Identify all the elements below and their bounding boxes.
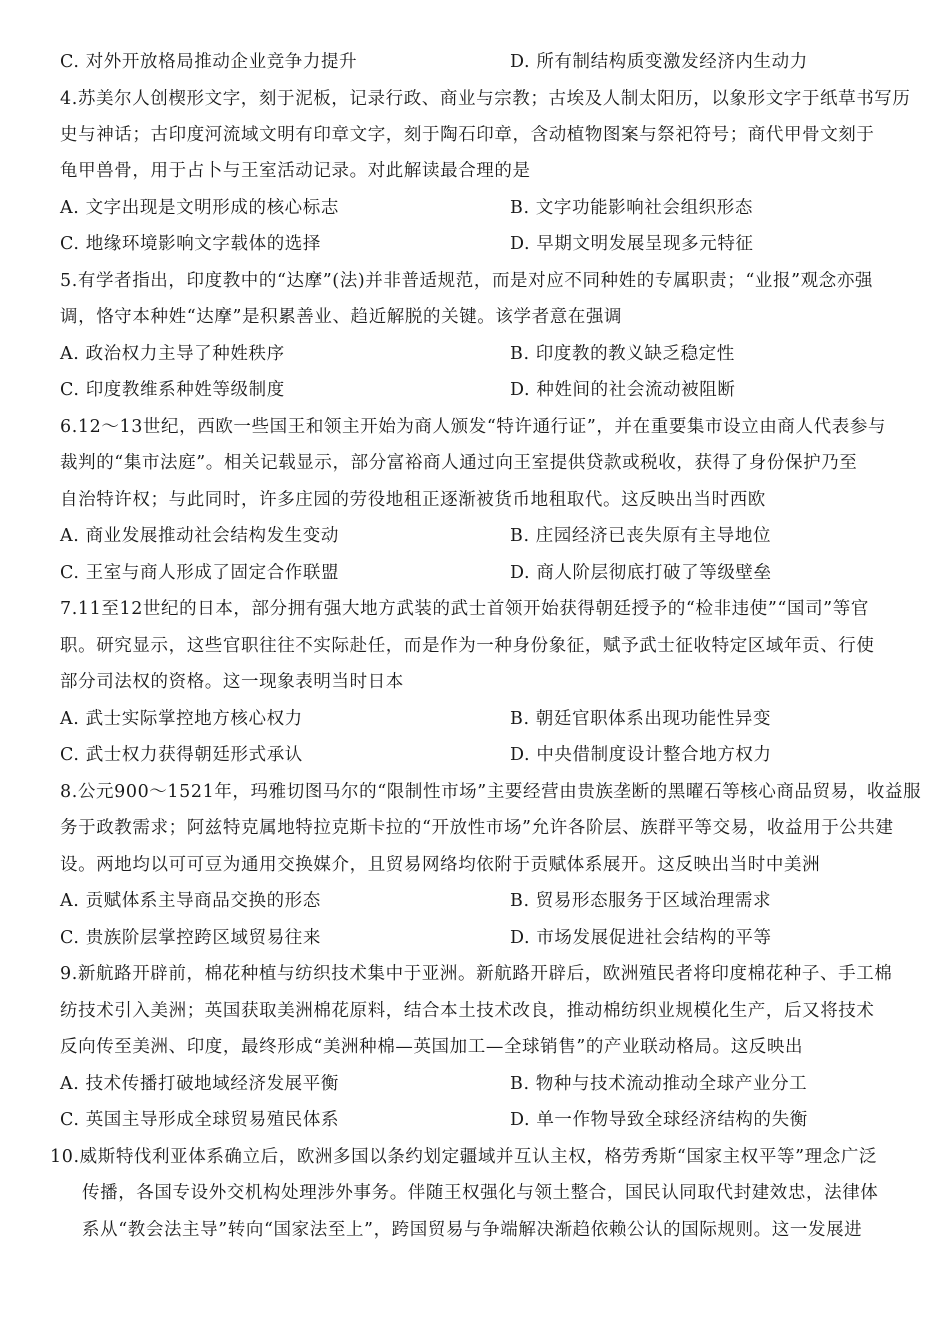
q5-option-a: A. 政治权力主导了种姓秩序	[60, 344, 285, 364]
q4-option-b: B. 文字功能影响社会组织形态	[510, 198, 753, 218]
q7-stem-line-2: 职。研究显示，这些官职往往不实际赴任，而是作为一种身份象征，赋予武士征收特定区域年贡、行使	[60, 636, 875, 656]
q5-stem-line-2: 调，恪守本种姓“达摩”是积累善业、趋近解脱的关键。该学者意在强调	[60, 307, 623, 327]
q6-option-a: A. 商业发展推动社会结构发生变动	[60, 526, 339, 546]
q4-stem-line-1: 4.苏美尔人创楔形文字，刻于泥板，记录行政、商业与宗教；古埃及人制太阳历，以象形文字于纸草书写历	[60, 89, 911, 109]
q9-stem-line-1: 9.新航路开辟前，棉花种植与纺织技术集中于亚洲。新航路开辟后，欧洲殖民者将印度棉花种子、手工棉	[60, 964, 893, 984]
q8-option-c: C. 贵族阶层掌控跨区域贸易往来	[60, 928, 321, 948]
q7-stem-line-1: 7.11至12世纪的日本，部分拥有强大地方武装的武士首领开始获得朝廷授予的“检非违使”“国司”等官	[60, 599, 869, 619]
q8-option-d: D. 市场发展促进社会结构的平等	[510, 928, 772, 948]
q6-option-b: B. 庄园经济已丧失原有主导地位	[510, 526, 772, 546]
q8-option-b: B. 贸易形态服务于区域治理需求	[510, 891, 772, 911]
q4-option-c: C. 地缘环境影响文字载体的选择	[60, 234, 321, 254]
q7-option-b: B. 朝廷官职体系出现功能性异变	[510, 709, 772, 729]
q10-stem-line-2: 传播，各国专设外交机构处理涉外事务。伴随王权强化与领土整合，国民认同取代封建效忠，法律体	[82, 1183, 879, 1203]
q6-stem-line-3: 自治特许权；与此同时，许多庄园的劳役地租正逐渐被货币地租取代。这反映出当时西欧	[60, 490, 766, 510]
q3-option-d: D. 所有制结构质变激发经济内生动力	[510, 52, 808, 72]
q6-stem-line-1: 6.12～13世纪，西欧一些国王和领主开始为商人颁发“特许通行证”，并在重要集市设立由商人代表参与	[60, 417, 887, 437]
q9-option-c: C. 英国主导形成全球贸易殖民体系	[60, 1110, 340, 1130]
q8-stem-line-3: 设。两地均以可可豆为通用交换媒介，且贸易网络均依附于贡赋体系展开。这反映出当时中美洲	[60, 855, 821, 875]
q5-option-b: B. 印度教的教义缺乏稳定性	[510, 344, 735, 364]
q9-option-d: D. 单一作物导致全球经济结构的失衡	[510, 1110, 808, 1130]
q4-option-d: D. 早期文明发展呈现多元特征	[510, 234, 754, 254]
q5-option-d: D. 种姓间的社会流动被阻断	[510, 380, 736, 400]
q10-stem-line-3: 系从“教会法主导”转向“国家法至上”，跨国贸易与争端解决渐趋依赖公认的国际规则。这一发展进	[82, 1220, 863, 1240]
q8-stem-line-1: 8.公元900～1521年，玛雅切图马尔的“限制性市场”主要经营由贵族垄断的黑曜石等核心商品贸易，收益服	[60, 782, 922, 802]
q6-option-d: D. 商人阶层彻底打破了等级壁垒	[510, 563, 772, 583]
q7-option-d: D. 中央借制度设计整合地方权力	[510, 745, 772, 765]
q3-option-c: C. 对外开放格局推动企业竞争力提升	[60, 52, 358, 72]
q10-stem-line-1: 10.威斯特伐利亚体系确立后，欧洲多国以条约划定疆域并互认主权，格劳秀斯“国家主权平等”理念广泛	[50, 1147, 878, 1167]
q6-stem-line-2: 裁判的“集市法庭”。相关记载显示，部分富裕商人通过向王室提供贷款或税收，获得了身份保护乃至	[60, 453, 858, 473]
q9-option-a: A. 技术传播打破地域经济发展平衡	[60, 1074, 339, 1094]
q4-stem-line-2: 史与神话；古印度河流域文明有印章文字，刻于陶石印章，含动植物图案与祭祀符号；商代甲骨文刻于	[60, 125, 875, 145]
q4-stem-line-3: 龟甲兽骨，用于占卜与王室活动记录。对此解读最合理的是	[60, 161, 531, 181]
q7-stem-line-3: 部分司法权的资格。这一现象表明当时日本	[60, 672, 404, 692]
q6-option-c: C. 王室与商人形成了固定合作联盟	[60, 563, 340, 583]
q9-option-b: B. 物种与技术流动推动全球产业分工	[510, 1074, 808, 1094]
q8-stem-line-2: 务于政教需求；阿兹特克属地特拉克斯卡拉的“开放性市场”允许各阶层、族群平等交易，收益用于公共建	[60, 818, 894, 838]
q4-option-a: A. 文字出现是文明形成的核心标志	[60, 198, 339, 218]
q5-option-c: C. 印度教维系种姓等级制度	[60, 380, 285, 400]
q9-stem-line-2: 纺技术引入美洲；英国获取美洲棉花原料，结合本土技术改良，推动棉纺织业规模化生产，后又将技术	[60, 1001, 875, 1021]
q9-stem-line-3: 反向传至美洲、印度，最终形成“美洲种棉—英国加工—全球销售”的产业联动格局。这反映出	[60, 1037, 804, 1057]
q7-option-c: C. 武士权力获得朝廷形式承认	[60, 745, 303, 765]
q5-stem-line-1: 5.有学者指出，印度教中的“达摩”(法)并非普适规范，而是对应不同种姓的专属职责；“业报”观念亦强	[60, 271, 874, 291]
q7-option-a: A. 武士实际掌控地方核心权力	[60, 709, 303, 729]
q8-option-a: A. 贡赋体系主导商品交换的形态	[60, 891, 321, 911]
